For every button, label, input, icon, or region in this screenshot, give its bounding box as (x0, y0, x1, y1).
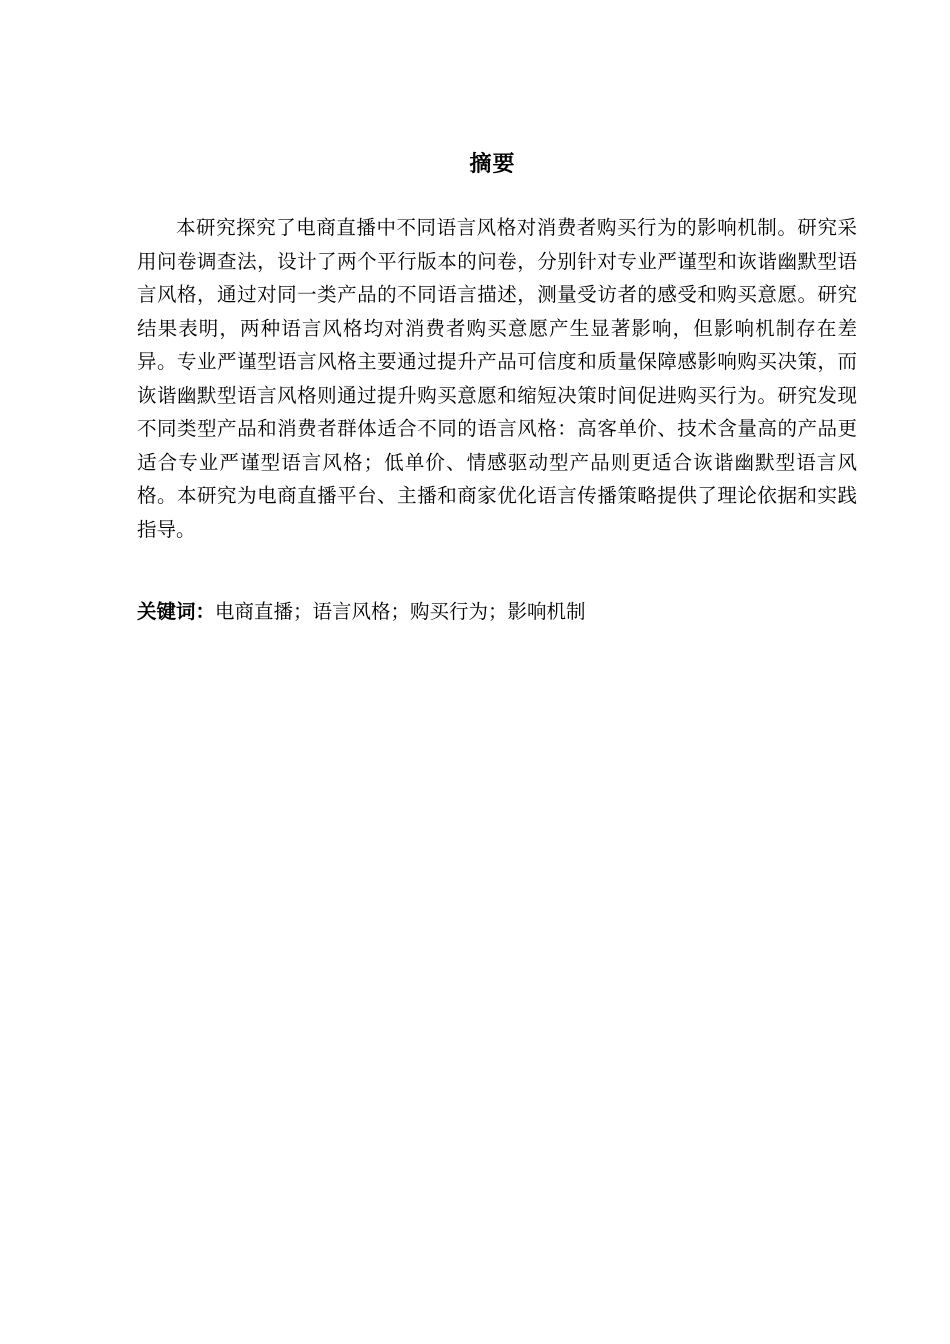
keywords-label: 关键词： (137, 600, 216, 623)
keywords-line (137, 595, 857, 629)
abstract-body: 本研究探究了电商直播中不同语言风格对消费者购买行为的影响机制。研究采用问卷调查法，设计了两个平行版本的问卷，分别针对专业严谨型和诙谐幽默型语言风格，通过对同一类产品的不同语言描述，测量受访者的感受和购买意愿。研究结果表明，两种语言风格均对消费者购买意愿产生显著影响，但影响机制存在差异。专业严谨型语言风格主要通过提升产品可信度和质量保障感影响购买决策，而诙谐幽默型语言风格则通过提升购买意愿和缩短决策时间促进购买行为。研究发现不同类型产品和消费者群体适合不同的语言风格：高客单价、技术含量高的产品更适合专业严谨型语言风格；低单价、情感驱动型产品则更适合诙谐幽默型语言风格。本研究为电商直播平台、主播和商家优化语言传播策略提供了理论依据和实践指导。 (137, 216, 857, 541)
keywords-list: 电商直播；语言风格；购买行为；影响机制 (215, 600, 586, 623)
abstract-title: 摘要 (469, 152, 516, 177)
